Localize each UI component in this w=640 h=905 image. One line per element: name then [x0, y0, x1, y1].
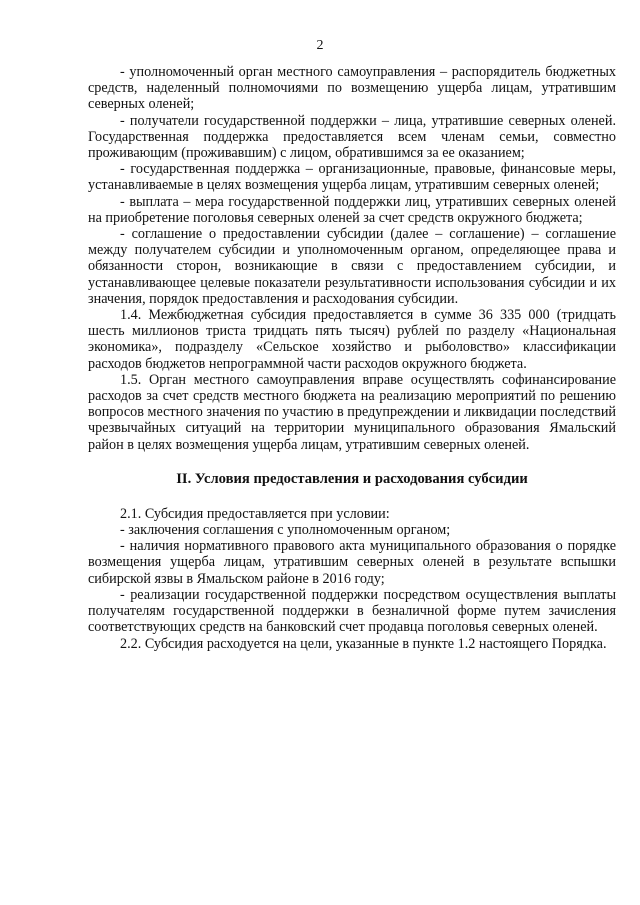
paragraph-condition-payment: - реализации государственной поддержки посредством осуществления выплаты получателям государственной поддержки в безналичной форме путем зачисления соответствующих средств на банковский счет продавца поголовья северных оленей.: [88, 586, 616, 636]
section-heading: II. Условия предоставления и расходования субсидии: [176, 470, 528, 487]
paragraph-authorized-body: - уполномоченный орган местного самоуправления – распорядитель бюджетных средств, наделенный полномочиями по возмещению ущерба лицам, утратившим северных оленей;: [88, 64, 616, 113]
paragraph-payment: - выплата – мера государственной поддержки лиц, утративших северных оленей на приобретение поголовья северных оленей за счет средств окружного бюджета;: [88, 193, 616, 226]
paragraph-support-recipients: - получатели государственной поддержки – лица, утратившие северных оленей. Государственная поддержка предоставляется всем членам семьи, совместно проживающим (проживавшим) с лицом, обратившимся за ее оказанием;: [88, 112, 616, 162]
paragraph-1-5: 1.5. Орган местного самоуправления вправе осуществлять софинансирование расходов за счет средств местного бюджета на реализацию мероприятий по решению вопросов местного значения по участию в предупреждении и ликвидации последствий чрезвычайных ситуаций на территории муниципального образования Ямальский район в целях возмещения ущерба лицам, утратившим северных оленей.: [88, 371, 616, 453]
page-number: 2: [316, 38, 324, 53]
paragraph-condition-act: - наличия нормативного правового акта муниципального образования о порядке возмещения ущерба лицам, утратившим северных оленей в результате вспышки сибирской язвы в Ямальском районе в 2016 году;: [88, 538, 616, 587]
paragraph-2-1: 2.1. Субсидия предоставляется при условии:: [120, 505, 390, 522]
paragraph-2-2: 2.2. Субсидия расходуется на цели, указанные в пункте 1.2 настоящего Порядка.: [120, 635, 607, 652]
paragraph-condition-agreement: - заключения соглашения с уполномоченным органом;: [120, 522, 451, 539]
paragraph-state-support: - государственная поддержка – организационные, правовые, финансовые меры, устанавливаемые в целях возмещения ущерба лицам, утратившим северных оленей;: [88, 161, 616, 194]
document-body: [88, 64, 616, 652]
paragraph-1-4: 1.4. Межбюджетная субсидия предоставляется в сумме 36 335 000 (тридцать шесть миллионов триста тридцать пять тысяч) рублей по разделу «Национальная экономика», подразделу «Сельское хозяйство и рыболовство» классификации расходов бюджетов непрограммной части расходов окружного бюджета.: [88, 307, 616, 372]
paragraph-agreement: - соглашение о предоставлении субсидии (далее – соглашение) – соглашение между получателем субсидии и уполномоченным органом, определяющее права и обязанности сторон, возникающие в связи с предоставлением субсидии, и устанавливающее целевые показатели результативности использования субсидии и их значения, порядок предоставления и расходования субсидии.: [88, 226, 616, 307]
